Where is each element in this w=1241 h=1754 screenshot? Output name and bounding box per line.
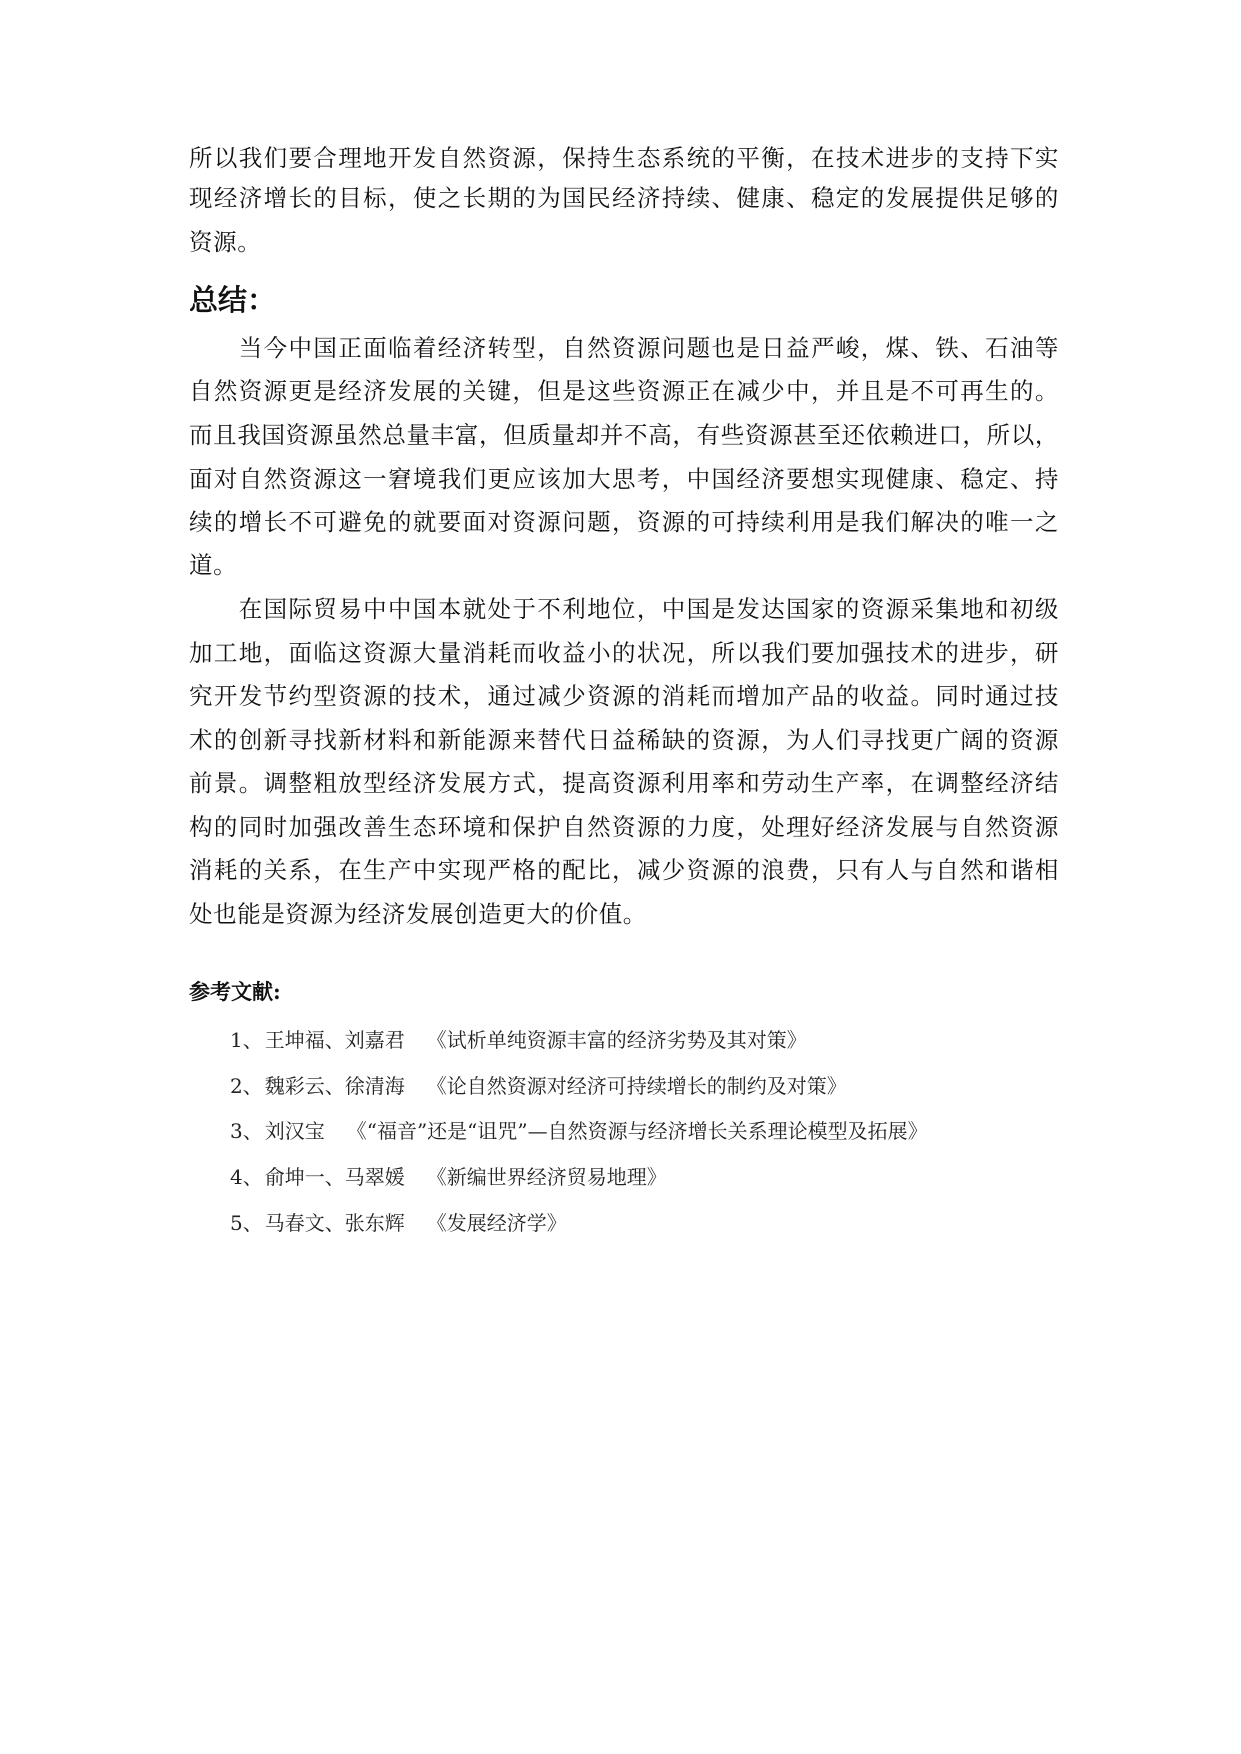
reference-number: 3、 bbox=[230, 1119, 263, 1143]
summary-p2-line-5: 前景。调整粗放型经济发展方式，提高资源利用率和劳动生产率，在调整经济结 bbox=[189, 769, 1059, 797]
summary-p1-line-6: 道。 bbox=[189, 551, 238, 579]
summary-p2-line-7: 消耗的关系，在生产中实现严格的配比，减少资源的浪费，只有人与自然和谐相 bbox=[189, 856, 1059, 884]
summary-p1-line-4: 面对自然资源这一窘境我们更应该加大思考，中国经济要想实现健康、稳定、持 bbox=[189, 465, 1059, 493]
reference-work: 《新编世界经济贸易地理》 bbox=[426, 1165, 667, 1189]
reference-number: 2、 bbox=[230, 1074, 263, 1098]
summary-heading: 总结： bbox=[189, 283, 277, 317]
reference-item-5 bbox=[230, 1209, 567, 1237]
summary-p2-line-3: 究开发节约型资源的技术，通过减少资源的消耗而增加产品的收益。同时通过技 bbox=[189, 682, 1059, 710]
intro-line-2: 现经济增长的目标，使之长期的为国民经济持续、健康、稳定的发展提供足够的 bbox=[189, 184, 1059, 212]
reference-work: 《“福音”还是“诅咒”—自然资源与经济增长关系理论模型及拓展》 bbox=[346, 1119, 928, 1143]
reference-number: 5、 bbox=[230, 1211, 263, 1235]
intro-line-1: 所以我们要合理地开发自然资源，保持生态系统的平衡，在技术进步的支持下实 bbox=[189, 144, 1059, 172]
summary-p2-line-8: 处也能是资源为经济发展创造更大的价值。 bbox=[189, 900, 647, 928]
references-title: 参考文献: bbox=[189, 979, 281, 1004]
reference-work: 《论自然资源对经济可持续增长的制约及对策》 bbox=[426, 1074, 847, 1098]
summary-p1-line-3: 而且我国资源虽然总量丰富，但质量却并不高，有些资源甚至还依赖进口，所以， bbox=[189, 421, 1059, 449]
reference-work: 《发展经济学》 bbox=[426, 1211, 567, 1235]
reference-number: 4、 bbox=[230, 1165, 263, 1189]
summary-p1-line-2: 自然资源更是经济发展的关键，但是这些资源正在减少中，并且是不可再生的。 bbox=[189, 377, 1059, 405]
reference-work: 《试析单纯资源丰富的经济劣势及其对策》 bbox=[426, 1028, 807, 1052]
reference-authors: 马春文、张东辉 bbox=[264, 1211, 405, 1235]
reference-item-2 bbox=[230, 1072, 847, 1100]
reference-authors: 王坤福、刘嘉君 bbox=[264, 1028, 405, 1052]
reference-item-1 bbox=[230, 1026, 807, 1054]
reference-authors: 俞坤一、马翠媛 bbox=[264, 1165, 405, 1189]
summary-p2-line-4: 术的创新寻找新材料和新能源来替代日益稀缺的资源，为人们寻找更广阔的资源 bbox=[189, 726, 1059, 754]
reference-authors: 魏彩云、徐清海 bbox=[264, 1074, 405, 1098]
summary-p1-line-1: 当今中国正面临着经济转型，自然资源问题也是日益严峻，煤、铁、石油等 bbox=[189, 334, 1059, 362]
intro-line-3: 资源。 bbox=[189, 228, 262, 256]
reference-number: 1、 bbox=[230, 1028, 263, 1052]
reference-item-4 bbox=[230, 1163, 667, 1191]
summary-p2-line-2: 加工地，面临这资源大量消耗而收益小的状况，所以我们要加强技术的进步，研 bbox=[189, 639, 1059, 667]
summary-p2-line-1: 在国际贸易中中国本就处于不利地位，中国是发达国家的资源采集地和初级 bbox=[189, 595, 1059, 623]
reference-item-3 bbox=[230, 1117, 928, 1145]
summary-p1-line-5: 续的增长不可避免的就要面对资源问题，资源的可持续利用是我们解决的唯一之 bbox=[189, 508, 1059, 536]
summary-p2-line-6: 构的同时加强改善生态环境和保护自然资源的力度，处理好经济发展与自然资源 bbox=[189, 813, 1059, 841]
reference-authors: 刘汉宝 bbox=[264, 1119, 325, 1143]
